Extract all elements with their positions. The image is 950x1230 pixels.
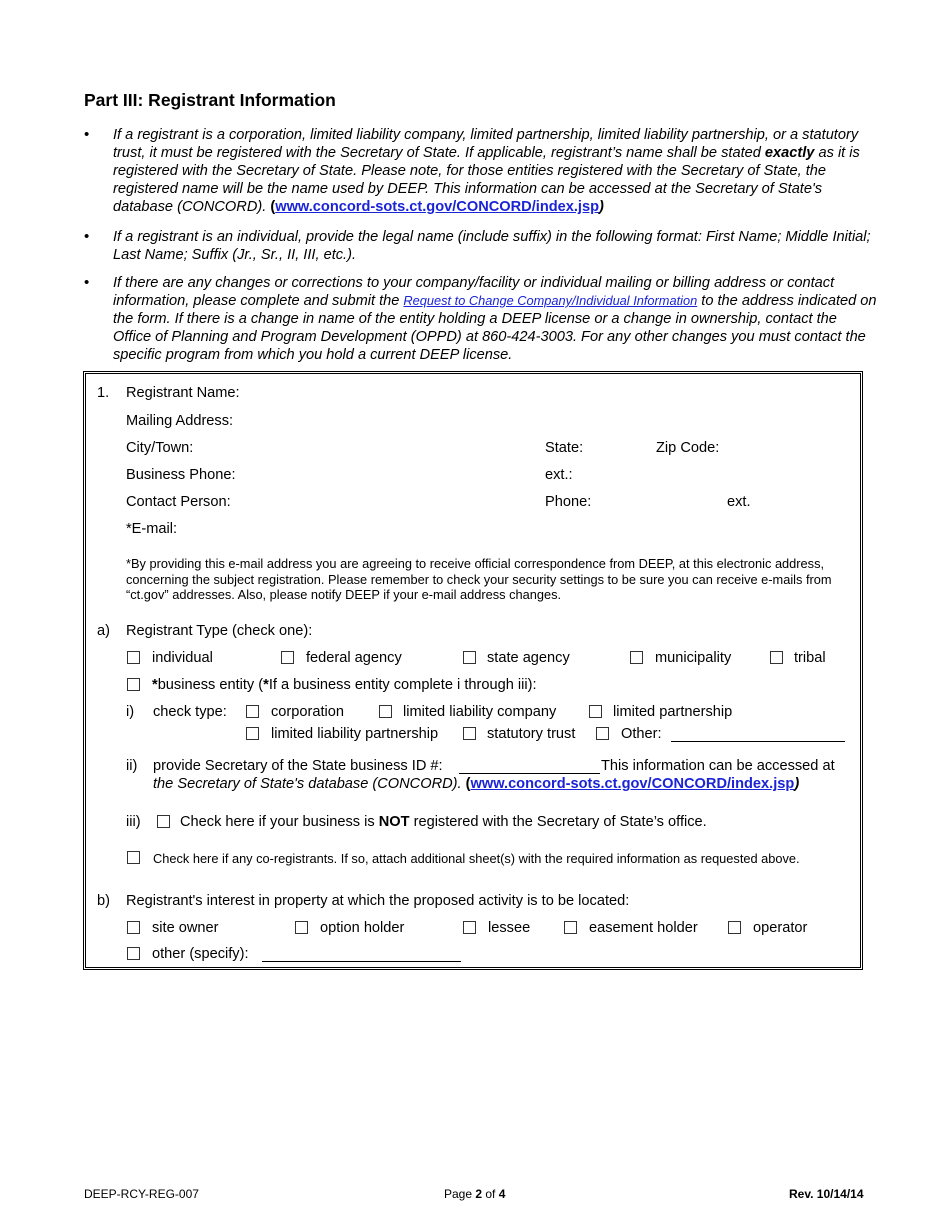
concord-link-2[interactable]: www.concord-sots.ct.gov/CONCORD/index.jsp	[470, 776, 795, 792]
other-entity-checkbox[interactable]	[596, 727, 609, 740]
page-current: 2	[475, 1187, 483, 1201]
paren: (	[270, 199, 276, 215]
llc-checkbox[interactable]	[379, 705, 392, 718]
corporation-label: corporation	[271, 704, 345, 720]
footer-form-id: DEEP-RCY-REG-007	[84, 1187, 199, 1201]
not-registered-label	[180, 814, 707, 830]
limited-partnership-label: limited partnership	[613, 704, 733, 720]
federal-agency-label: federal agency	[306, 650, 402, 666]
lessee-checkbox[interactable]	[463, 921, 476, 934]
text: If there are any changes or corrections to your company/facility or individual mailing or billing address or contact information, please complete and submit the	[113, 275, 835, 309]
text: the Secretary of State's database (CONCORD).	[153, 776, 466, 792]
operator-label: operator	[753, 920, 808, 936]
access-info-text: This information can be accessed at	[601, 758, 835, 774]
registrant-type-label: Registrant Type (check one):	[126, 623, 313, 639]
state-agency-checkbox[interactable]	[463, 651, 476, 664]
option-holder-label: option holder	[320, 920, 405, 936]
state-label: State:	[545, 440, 584, 456]
contact-phone-ext-label: ext.	[727, 494, 751, 510]
text: Page	[444, 1187, 476, 1201]
email-label: *E-mail:	[126, 521, 178, 537]
business-id-label: provide Secretary of the State business ID #:	[153, 758, 443, 774]
text: to the address indicated on the form. If there is a change in name of the entity holding a DEEP license or a change in ownership, contact the Office of Planning and Program Development (OPPD) at 860-424-3003. For any other changes you must contact the specific program from which you hold a current DEEP license.	[113, 293, 877, 363]
item-iii-label: iii)	[126, 814, 141, 830]
footer-revision: Rev. 10/14/14	[789, 1187, 864, 1201]
operator-checkbox[interactable]	[728, 921, 741, 934]
text: of	[482, 1187, 499, 1201]
other-interest-checkbox[interactable]	[127, 947, 140, 960]
contact-phone-label: Phone:	[545, 494, 592, 510]
section-b-label: b)	[97, 893, 110, 909]
registrant-name-label: Registrant Name:	[126, 385, 240, 401]
zip-label: Zip Code:	[656, 440, 720, 456]
llp-checkbox[interactable]	[246, 727, 259, 740]
llp-label: limited liability partnership	[271, 726, 439, 742]
business-phone-ext-label: ext.:	[545, 467, 573, 483]
text: Check here if your business is	[180, 814, 379, 830]
bullet-marker: •	[84, 228, 90, 245]
business-entity-label	[152, 677, 537, 693]
mailing-address-label: Mailing Address:	[126, 413, 234, 429]
business-phone-label: Business Phone:	[126, 467, 236, 483]
bullet-marker: •	[84, 126, 90, 143]
emphasis: NOT	[378, 814, 410, 830]
section-a-label: a)	[97, 623, 110, 639]
city-label: City/Town:	[126, 440, 194, 456]
paren: (	[465, 776, 471, 792]
other-interest-input[interactable]	[262, 961, 461, 962]
other-entity-input[interactable]	[671, 741, 845, 742]
text: If a registrant is a corporation, limited liability company, limited partnership, limited liability partnership, or a statutory trust, it must be registered with the Secretary of State. If applicable, registrant’s name shall be stated	[113, 127, 859, 161]
tribal-checkbox[interactable]	[770, 651, 783, 664]
text: If a business entity complete i through iii):	[268, 677, 537, 693]
statutory-trust-checkbox[interactable]	[463, 727, 476, 740]
tribal-label: tribal	[794, 650, 826, 666]
contact-person-label: Contact Person:	[126, 494, 231, 510]
bullet-marker: •	[84, 274, 90, 291]
footer-page-number	[444, 1187, 505, 1201]
text: business entity (	[157, 677, 264, 693]
property-interest-label: Registrant's interest in property at which the proposed activity is to be located:	[126, 893, 630, 909]
other-entity-label: Other:	[621, 726, 662, 742]
bullet-paragraph-individual: If a registrant is an individual, provide the legal name (include suffix) in the following format: First Name; Middle Initial; Last Name; Suffix (Jr., Sr., II, III, etc.).	[113, 229, 871, 263]
individual-label: individual	[152, 650, 213, 666]
registrant-form-box	[83, 371, 863, 970]
paren: )	[599, 199, 604, 215]
business-id-input[interactable]	[459, 773, 600, 774]
municipality-checkbox[interactable]	[630, 651, 643, 664]
bullet-paragraph-sos	[113, 126, 873, 216]
asterisk: *	[152, 677, 158, 693]
co-registrants-checkbox[interactable]	[127, 851, 140, 864]
text: registered with the Secretary of State’s office.	[409, 814, 707, 830]
statutory-trust-label: statutory trust	[487, 726, 576, 742]
site-owner-checkbox[interactable]	[127, 921, 140, 934]
individual-checkbox[interactable]	[127, 651, 140, 664]
item-i-label: i)	[126, 704, 135, 720]
lessee-label: lessee	[488, 920, 531, 936]
emphasis: exactly	[764, 145, 815, 161]
asterisk: *	[263, 677, 269, 693]
municipality-label: municipality	[655, 650, 732, 666]
limited-partnership-checkbox[interactable]	[589, 705, 602, 718]
section-heading: Part III: Registrant Information	[84, 90, 336, 110]
state-agency-label: state agency	[487, 650, 570, 666]
paren: )	[794, 776, 800, 792]
site-owner-label: site owner	[152, 920, 219, 936]
co-registrants-label: Check here if any co-registrants. If so, attach additional sheet(s) with the required information as requested above.	[153, 851, 800, 866]
llc-label: limited liability company	[403, 704, 557, 720]
easement-holder-label: easement holder	[589, 920, 698, 936]
business-entity-checkbox[interactable]	[127, 678, 140, 691]
text: as it is registered with the Secretary of State. Please note, for those entities registered with the Secretary of State, the registered name will be the name used by DEEP. This information can be accessed at the Secretary of State's database (CONCORD).	[113, 145, 860, 215]
easement-holder-checkbox[interactable]	[564, 921, 577, 934]
page-total: 4	[498, 1187, 506, 1201]
federal-agency-checkbox[interactable]	[281, 651, 294, 664]
bullet-paragraph-changes	[113, 274, 878, 364]
corporation-checkbox[interactable]	[246, 705, 259, 718]
other-interest-label: other (specify):	[152, 946, 249, 962]
concord-note	[153, 776, 799, 792]
concord-link[interactable]: www.concord-sots.ct.gov/CONCORD/index.jsp	[275, 199, 600, 215]
item-number: 1.	[97, 385, 110, 401]
option-holder-checkbox[interactable]	[295, 921, 308, 934]
change-request-link[interactable]: Request to Change Company/Individual Information	[403, 293, 698, 308]
not-registered-checkbox[interactable]	[157, 815, 170, 828]
email-consent-note: *By providing this e-mail address you are agreeing to receive official correspondence from DEEP, at this electronic address, concerning the subject registration. Please remember to check your security settings to be sure you can receive e-mails from “ct.gov” addresses. Also, please notify DEEP if your e-mail address changes.	[126, 556, 832, 602]
item-ii-label: ii)	[126, 758, 138, 774]
check-type-label: check type:	[153, 704, 227, 720]
